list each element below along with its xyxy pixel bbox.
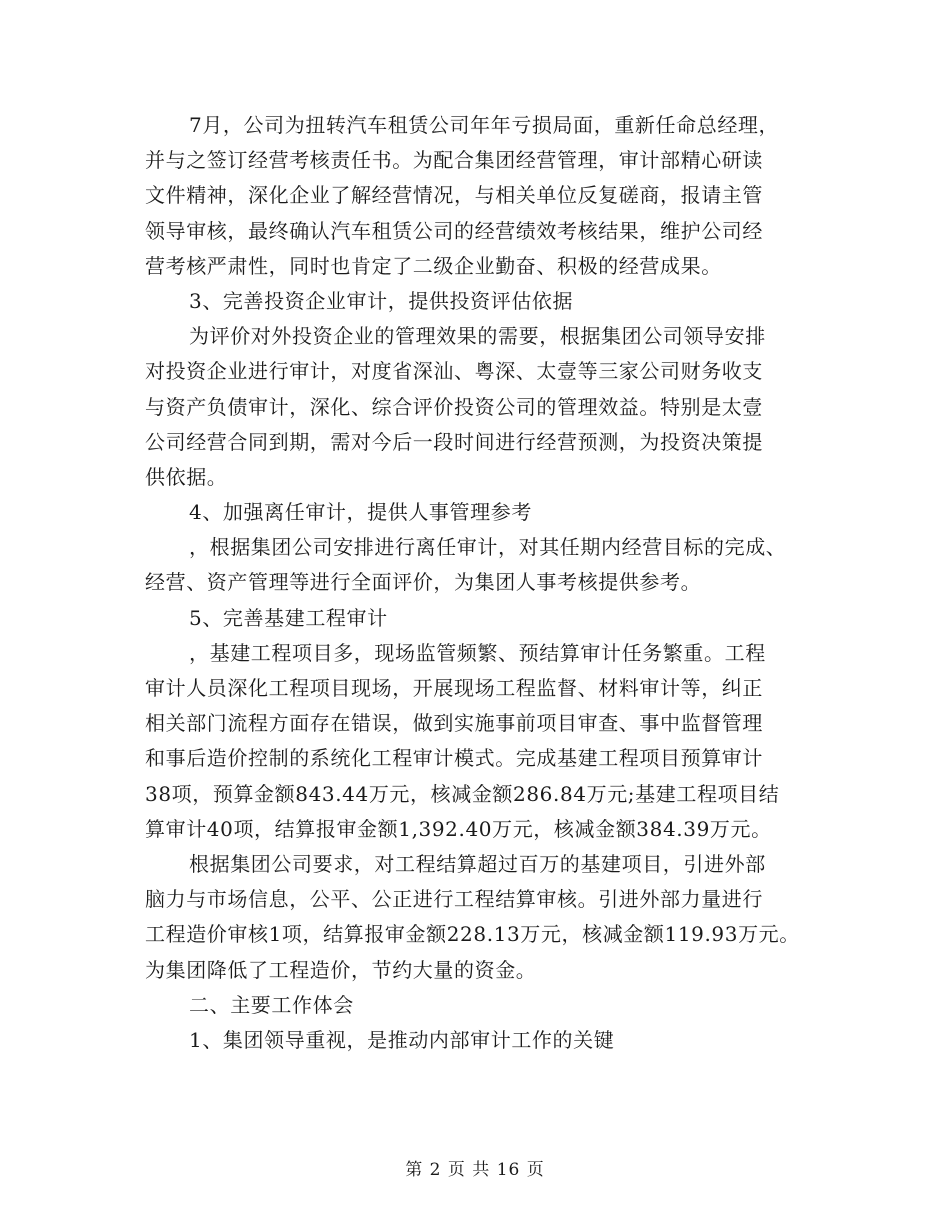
text-line: 1、集团领导重视，是推动内部审计工作的关键 <box>189 1027 615 1052</box>
text-line: 38项，预算金额843.44万元，核减金额286.84万元;基建工程项目结 <box>145 781 780 806</box>
text-line: 相关部门流程方面存在错误，做到实施事前项目审查、事中监督管理 <box>145 711 763 736</box>
text-line: 和事后造价控制的系统化工程审计模式。完成基建工程项目预算审计 <box>145 746 763 771</box>
text-line: 供依据。 <box>145 464 228 489</box>
text-line: 营考核严肃性，同时也肯定了二级企业勤奋、积极的经营成果。 <box>145 253 722 278</box>
text-line: 并与之签订经营考核责任书。为配合集团经营管理，审计部精心研读 <box>145 148 763 173</box>
text-line: 5、完善基建工程审计 <box>189 605 388 630</box>
document-body <box>145 108 825 1058</box>
text-line: 经营、资产管理等进行全面评价，为集团人事考核提供参考。 <box>145 570 702 595</box>
text-line: 为集团降低了工程造价，节约大量的资金。 <box>145 957 537 982</box>
text-line: 工程造价审核1项，结算报审金额228.13万元，核减金额119.93万元。 <box>145 922 800 947</box>
text-line: 4、加强离任审计，提供人事管理参考 <box>189 500 532 525</box>
text-line: 与资产负债审计，深化、综合评价投资公司的管理效益。特别是太壹 <box>145 394 763 419</box>
text-line: 为评价对外投资企业的管理效果的需要，根据集团公司领导安排 <box>189 324 766 349</box>
text-line: 7月，公司为扭转汽车租赁公司年年亏损局面，重新任命总经理， <box>189 113 780 137</box>
text-line: 文件精神，深化企业了解经营情况，与相关单位反复磋商，报请主管 <box>145 183 763 208</box>
text-line: ，基建工程项目多，现场监管频繁、预结算审计任务繁重。工程 <box>189 640 766 665</box>
text-line: 二、主要工作体会 <box>189 992 354 1017</box>
text-line: 领导审核，最终确认汽车租赁公司的经营绩效考核结果，维护公司经 <box>145 218 763 243</box>
text-line: 对投资企业进行审计，对度省深汕、粤深、太壹等三家公司财务收支 <box>145 359 763 384</box>
text-line: 算审计40项，结算报审金额1,392.40万元，核减金额384.39万元。 <box>145 816 772 841</box>
text-line: 3、完善投资企业审计，提供投资评估依据 <box>189 288 574 313</box>
text-line: 公司经营合同到期，需对今后一段时间进行经营预测，为投资决策提 <box>145 429 763 454</box>
page-footer: 第 2 页 共 16 页 <box>405 1160 545 1180</box>
text-line: 脑力与市场信息，公平、公正进行工程结算审核。引进外部力量进行 <box>145 887 763 912</box>
text-line: 根据集团公司要求，对工程结算超过百万的基建项目，引进外部 <box>189 851 766 876</box>
text-line: 审计人员深化工程项目现场，开展现场工程监督、材料审计等，纠正 <box>145 676 763 700</box>
text-line: ，根据集团公司安排进行离任审计，对其任期内经营目标的完成、 <box>189 535 787 560</box>
